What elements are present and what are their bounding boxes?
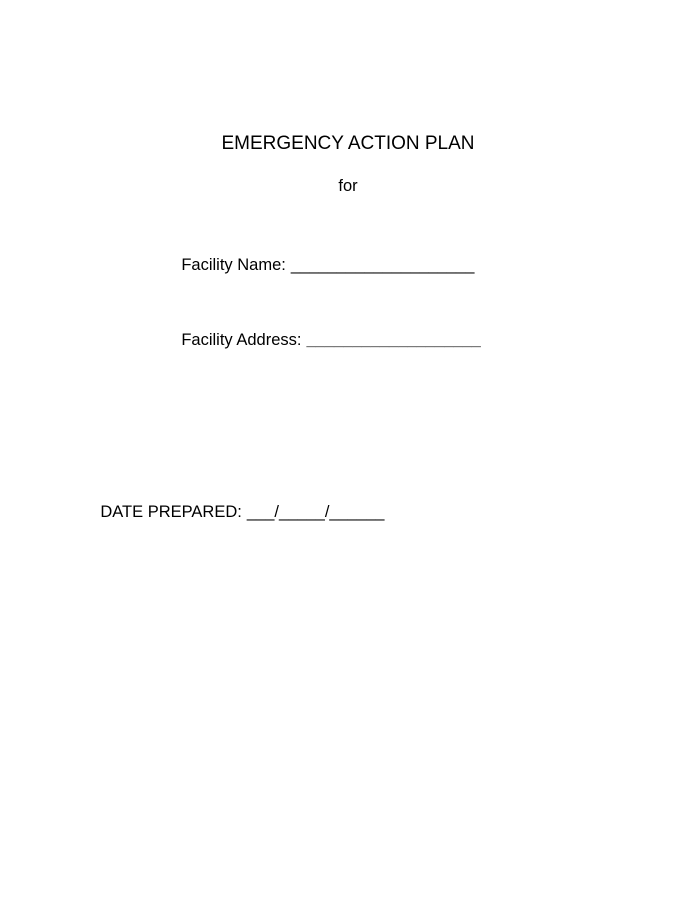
facility-address-line bbox=[163, 311, 481, 370]
facility-address-label: Facility Address: bbox=[181, 330, 302, 349]
facility-name-blank: ____________________ bbox=[290, 255, 475, 274]
page-title: EMERGENCY ACTION PLAN bbox=[221, 133, 475, 154]
facility-name-label: Facility Name: bbox=[181, 255, 286, 274]
date-prepared-blank: ___/_____/______ bbox=[246, 502, 385, 521]
facility-address-blank: ___________________ bbox=[306, 330, 481, 349]
title-subtext: for bbox=[338, 177, 358, 195]
date-prepared-label: DATE PREPARED: bbox=[100, 502, 242, 521]
facility-name-line bbox=[163, 236, 474, 295]
date-prepared-line bbox=[82, 483, 384, 542]
